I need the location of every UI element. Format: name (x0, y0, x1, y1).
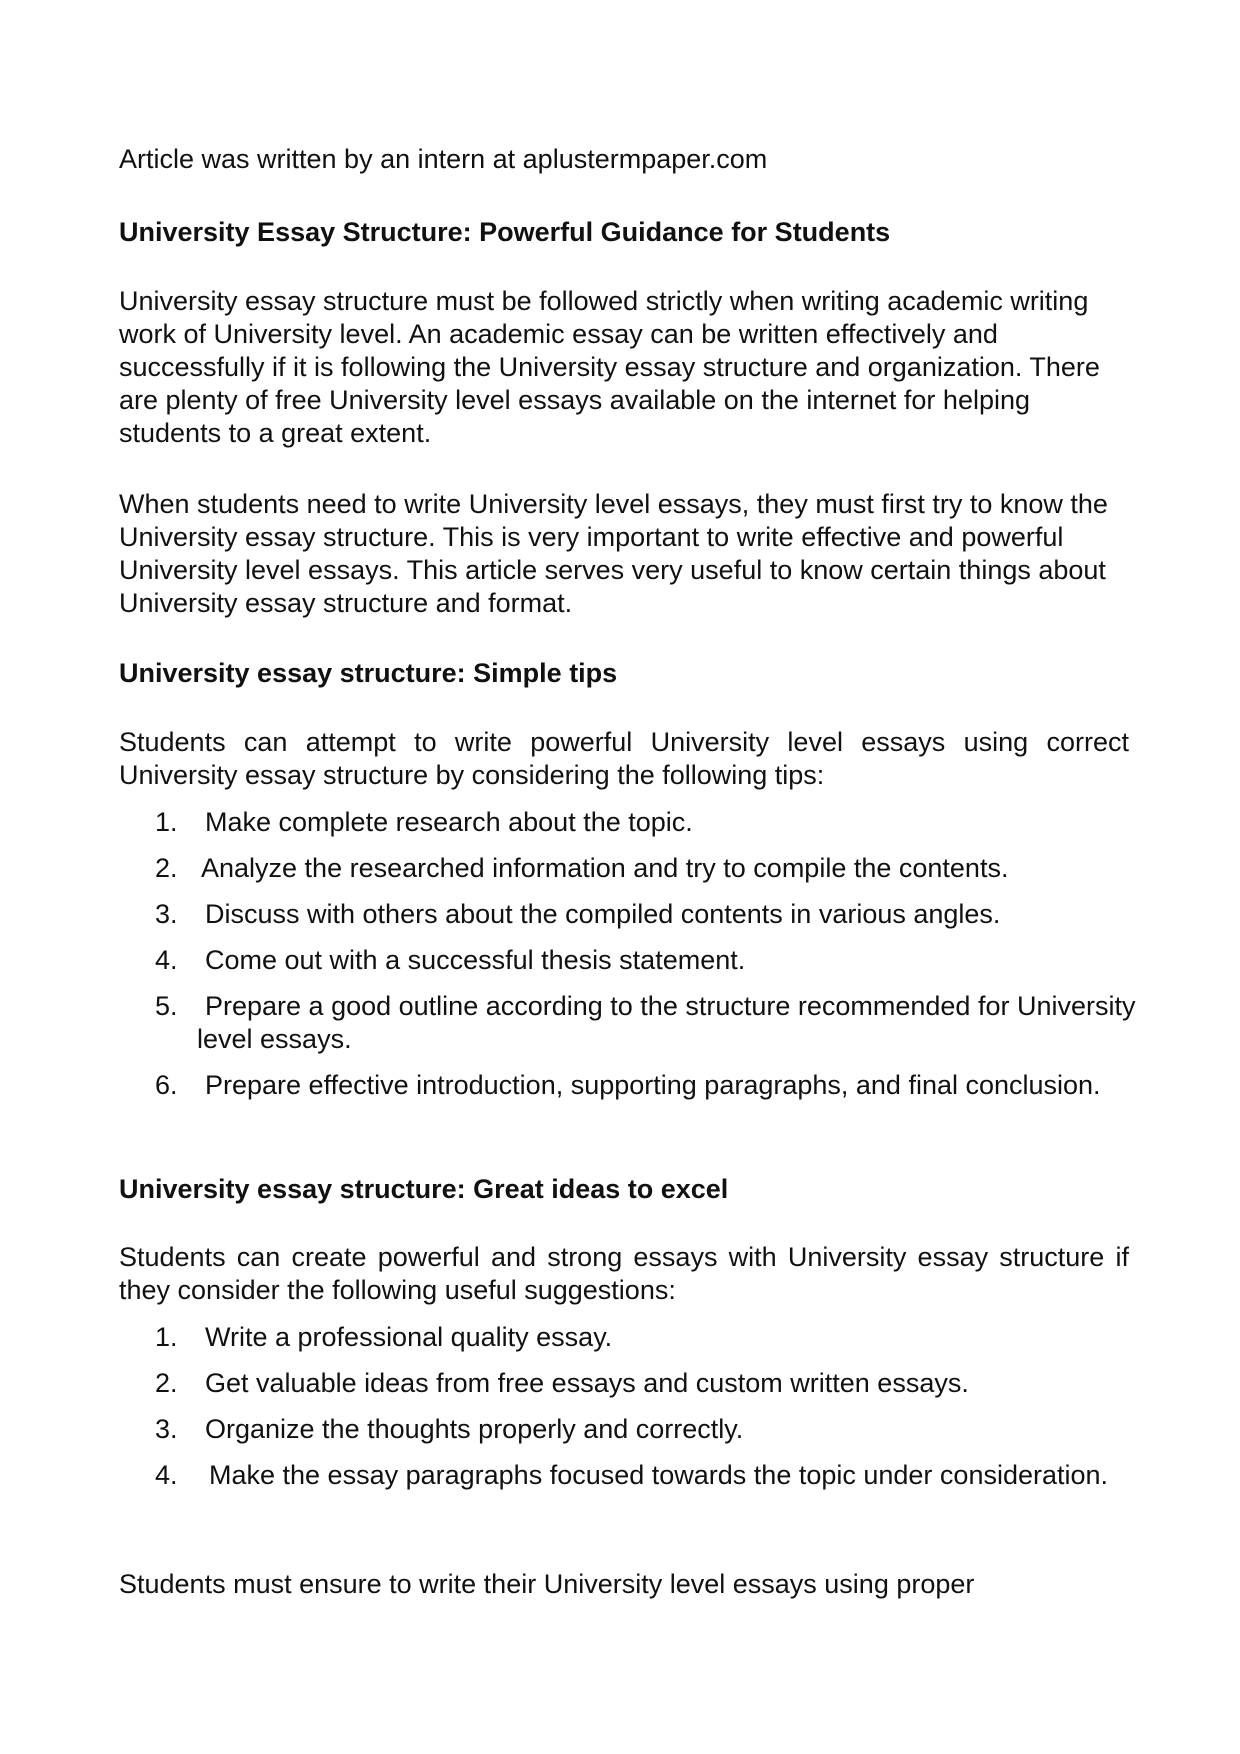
list-item (155, 898, 1129, 931)
list-item-number: 4. (155, 945, 178, 975)
list-item (155, 1367, 1129, 1400)
great-ideas-list (155, 1321, 1129, 1505)
list-item-text: Make the essay paragraphs focused towards the topic under consideration. (209, 1460, 1109, 1490)
intro-paragraph-1: University essay structure must be followed strictly when writing academic writing work of University level. An academic essay can be written effectively and successfully if it is following the University essay structure and organization. There are plenty of free University level essays available on the internet for helping students to a great extent. (119, 286, 1100, 448)
list-item-number: 1. (155, 807, 178, 837)
list-item-number: 6. (155, 1070, 178, 1100)
list-item-text: Discuss with others about the compiled contents in various angles. (205, 899, 1001, 929)
section-heading-simple-tips: University essay structure: Simple tips (119, 658, 618, 688)
list-item-number: 2. (155, 1368, 178, 1398)
list-item-number: 1. (155, 1322, 178, 1352)
list-item (155, 1459, 1129, 1492)
article-title: University Essay Structure: Powerful Guidance for Students (119, 217, 891, 247)
section2-lead-paragraph: Students can create powerful and strong essays with University essay structure if they consider the following useful suggestions: (119, 1242, 1129, 1305)
simple-tips-list (155, 806, 1136, 1115)
section1-lead-paragraph: Students can attempt to write powerful University level essays using correct University essay structure by considering the following tips: (119, 727, 1129, 790)
list-item (155, 990, 1137, 1056)
intro-paragraph-2: When students need to write University level essays, they must first try to know the University essay structure. This is very important to write effective and powerful University level essays. This article serves very useful to know certain things about University essay structure and format. (119, 489, 1108, 618)
list-item-number: 4. (155, 1460, 178, 1490)
list-item (155, 944, 1129, 977)
list-item-text: Get valuable ideas from free essays and custom written essays. (205, 1368, 969, 1398)
list-item-text: Come out with a successful thesis statement. (205, 945, 746, 975)
list-item (155, 1321, 1129, 1354)
list-item-text: Make complete research about the topic. (205, 807, 693, 837)
list-item-text: Prepare effective introduction, supporting paragraphs, and final conclusion. (205, 1070, 1101, 1100)
list-item-text: Prepare a good outline according to the structure recommended for University level essays. (197, 991, 1136, 1054)
list-item-text: Analyze the researched information and try to compile the contents. (201, 853, 1009, 883)
list-item (155, 1413, 1129, 1446)
list-item-number: 5. (155, 991, 178, 1021)
list-item-text: Write a professional quality essay. (205, 1322, 613, 1352)
list-item (155, 1069, 1137, 1102)
list-item-text: Organize the thoughts properly and correctly. (205, 1414, 744, 1444)
closing-paragraph: Students must ensure to write their University level essays using proper (119, 1569, 975, 1599)
list-item-number: 2. (155, 853, 178, 883)
list-item (155, 806, 1129, 839)
attribution-line: Article was written by an intern at aplustermpaper.com (119, 144, 768, 174)
list-item-number: 3. (155, 1414, 178, 1444)
list-item (155, 852, 1129, 885)
list-item-number: 3. (155, 899, 178, 929)
section-heading-great-ideas: University essay structure: Great ideas to excel (119, 1174, 729, 1204)
